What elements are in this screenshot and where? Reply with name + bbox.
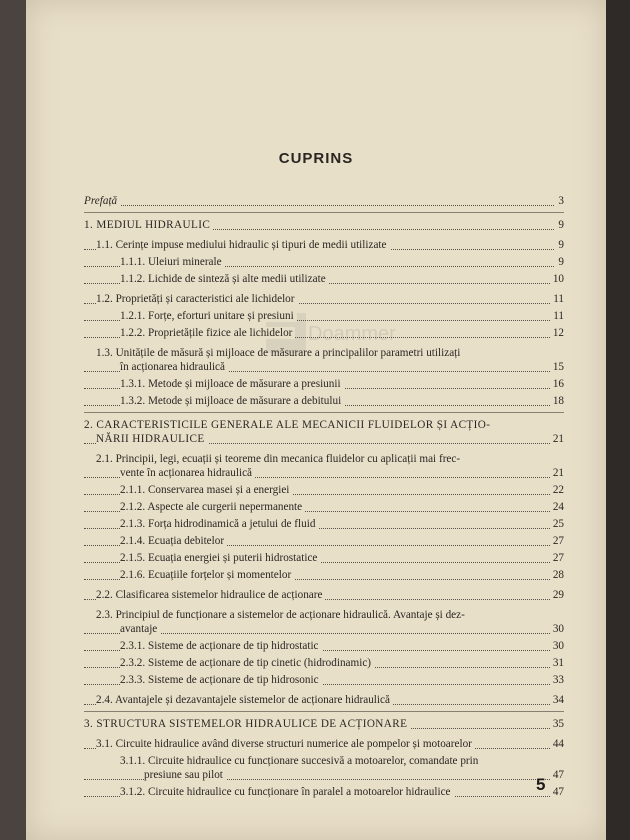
toc-entry[interactable] — [84, 639, 564, 653]
watermark-text: Doammer — [308, 323, 396, 345]
toc-entry-page: 27 — [550, 551, 564, 565]
toc-entry[interactable] — [84, 673, 564, 687]
toc-entry[interactable] — [84, 346, 564, 374]
toc-entry[interactable] — [84, 255, 564, 269]
toc-entry-title: 2.1.5. Ecuația energiei și puterii hidrostatice — [120, 552, 320, 564]
toc-entry-title: 2.3.1. Sisteme de acționare de tip hidrostatic — [120, 640, 322, 652]
toc-entry-title: 2.3.3. Sisteme de acționare de tip hidrosonic — [120, 674, 322, 686]
toc-entry-page: 9 — [555, 255, 564, 269]
toc-entry-page: 47 — [550, 768, 564, 782]
toc-entry[interactable] — [84, 309, 564, 323]
toc-entry-page: 31 — [550, 656, 564, 670]
toc-entry-page: 11 — [550, 309, 564, 323]
toc-entry-page: 3 — [555, 194, 564, 208]
toc-entry-title: 3. STRUCTURA SISTEMELOR HIDRAULICE DE ACȚIONARE — [84, 718, 410, 730]
toc-entry[interactable] — [84, 737, 564, 751]
toc-entry-page: 10 — [550, 272, 564, 286]
toc-entry-title: 1.2. Proprietăți și caracteristici ale lichidelor — [96, 293, 298, 305]
toc-entry-page: 21 — [550, 466, 564, 480]
table-of-contents — [84, 194, 564, 799]
toc-entry-title: 1.1.2. Lichide de sinteză și alte medii utilizate — [120, 273, 329, 285]
toc-entry-title: Prefață — [84, 195, 120, 207]
toc-entry[interactable] — [84, 452, 564, 480]
toc-entry-title-continuation: avantaje — [120, 623, 160, 635]
toc-entry-page: 9 — [555, 238, 564, 252]
toc-entry[interactable] — [84, 292, 564, 306]
toc-entry[interactable] — [84, 326, 564, 340]
toc-entry-title: 1.1.1. Uleiuri minerale — [120, 256, 225, 268]
toc-entry[interactable] — [84, 500, 564, 514]
toc-entry-title-continuation: vente în acționarea hidraulică — [120, 467, 255, 479]
toc-entry[interactable] — [84, 483, 564, 497]
toc-entry-page: 16 — [550, 377, 564, 391]
toc-entry-title-continuation: presiune sau pilot — [144, 769, 226, 781]
page-title: CUPRINS — [278, 150, 354, 167]
background-edge — [606, 0, 630, 840]
toc-entry-page: 9 — [555, 218, 564, 232]
toc-entry[interactable] — [84, 568, 564, 582]
leader-dots — [84, 205, 564, 206]
toc-entry-page: 25 — [550, 517, 564, 531]
toc-entry[interactable] — [84, 194, 564, 208]
toc-entry-title-continuation: NĂRII HIDRAULICE — [96, 433, 208, 445]
toc-entry[interactable] — [84, 394, 564, 408]
toc-entry-page: 29 — [550, 588, 564, 602]
toc-entry-title: 2.1.6. Ecuațiile forțelor și momentelor — [120, 569, 294, 581]
toc-entry-page: 24 — [550, 500, 564, 514]
page-number: 5 — [536, 775, 546, 794]
section-divider — [84, 212, 564, 213]
toc-entry-title: 3.1.2. Circuite hidraulice cu funcționare în paralel a motoarelor hidraulice — [120, 786, 454, 798]
toc-entry[interactable] — [84, 218, 564, 232]
toc-entry[interactable] — [84, 517, 564, 531]
toc-entry[interactable] — [84, 656, 564, 670]
toc-entry-title: 3.1.1. Circuite hidraulice cu funcționare succesivă a motoarelor, comandate prin — [120, 755, 479, 767]
toc-entry-title: 2.1.1. Conservarea masei și a energiei — [120, 484, 292, 496]
toc-entry-title: 3.1. Circuite hidraulice având diverse structuri numerice ale pompelor și motoarelor — [96, 738, 475, 750]
toc-entry-title: 2.3.2. Sisteme de acționare de tip cinetic (hidrodinamic) — [120, 657, 374, 669]
toc-entry[interactable] — [84, 534, 564, 548]
toc-entry-page: 30 — [550, 639, 564, 653]
toc-entry-title: 2. CARACTERISTICILE GENERALE ALE MECANICII FLUIDELOR ȘI ACȚIO- — [84, 419, 491, 431]
toc-entry-title: 2.2. Clasificarea sistemelor hidraulice de acționare — [96, 589, 325, 601]
book-page — [26, 0, 606, 840]
toc-entry-page: 33 — [550, 673, 564, 687]
toc-entry-page: 12 — [550, 326, 564, 340]
toc-entry-title: 2.1.3. Forța hidrodinamică a jetului de fluid — [120, 518, 318, 530]
toc-entry[interactable] — [84, 551, 564, 565]
toc-entry-title: 1.1. Cerințe impuse mediului hidraulic și tipuri de medii utilizate — [96, 239, 390, 251]
toc-entry-page: 15 — [550, 360, 564, 374]
toc-entry-title: 2.1.2. Aspecte ale curgerii nepermanente — [120, 501, 305, 513]
toc-entry-title: 1. MEDIUL HIDRAULIC — [84, 219, 213, 231]
toc-entry[interactable] — [84, 418, 564, 446]
toc-entry-page: 18 — [550, 394, 564, 408]
toc-entry[interactable] — [84, 693, 564, 707]
section-divider — [84, 412, 564, 413]
toc-entry[interactable] — [84, 717, 564, 731]
toc-entry[interactable] — [84, 785, 564, 799]
toc-entry-title: 2.3. Principiul de funcționare a sistemelor de acționare hidraulică. Avantaje și dez- — [96, 609, 465, 621]
toc-entry-title: 1.2.1. Forțe, eforturi unitare și presiuni — [120, 310, 297, 322]
toc-entry-page: 35 — [550, 717, 564, 731]
toc-entry-page: 11 — [550, 292, 564, 306]
toc-entry-page: 47 — [550, 785, 564, 799]
toc-entry[interactable] — [84, 272, 564, 286]
toc-entry[interactable] — [84, 238, 564, 252]
toc-entry-title: 2.1. Principii, legi, ecuații și teoreme din mecanica fluidelor cu aplicații mai frec- — [96, 453, 461, 465]
toc-entry-title: 2.4. Avantajele și dezavantajele sistemelor de acționare hidraulică — [96, 694, 393, 706]
section-divider — [84, 711, 564, 712]
toc-entry[interactable] — [84, 588, 564, 602]
toc-entry-page: 30 — [550, 622, 564, 636]
toc-entry-page: 21 — [550, 432, 564, 446]
toc-entry[interactable] — [84, 377, 564, 391]
toc-entry-page: 22 — [550, 483, 564, 497]
toc-entry-page: 34 — [550, 693, 564, 707]
toc-entry[interactable] — [84, 608, 564, 636]
toc-entry-title-continuation: în acționarea hidraulică — [120, 361, 228, 373]
toc-entry[interactable] — [84, 754, 564, 782]
toc-entry-title: 1.3. Unitățile de măsură și mijloace de măsurare a principalilor parametri utilizați — [96, 347, 461, 359]
toc-entry-title: 1.3.1. Metode și mijloace de măsurare a presiunii — [120, 378, 344, 390]
toc-entry-title: 1.3.2. Metode și mijloace de măsurare a debitului — [120, 395, 344, 407]
toc-entry-title: 2.1.4. Ecuația debitelor — [120, 535, 227, 547]
toc-entry-page: 28 — [550, 568, 564, 582]
toc-entry-page: 44 — [550, 737, 564, 751]
toc-entry-page: 27 — [550, 534, 564, 548]
toc-entry-title: 1.2.2. Proprietățile fizice ale lichidelor — [120, 327, 295, 339]
